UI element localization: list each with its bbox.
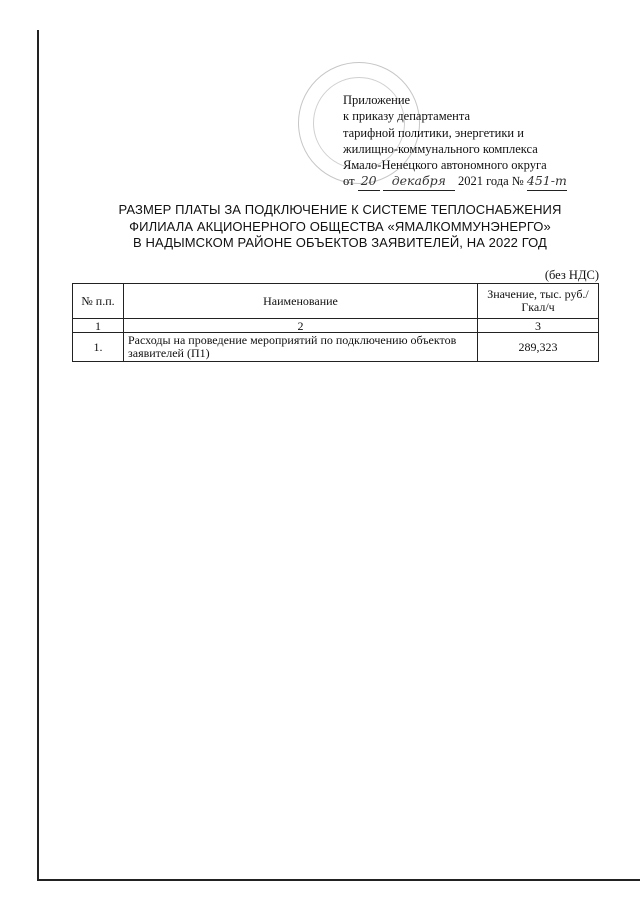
order-number: 451-т — [527, 173, 567, 190]
date-day: 20 — [358, 173, 380, 190]
page-bottom-edge — [37, 879, 640, 881]
appendix-line: тарифной политики, энергетики и — [343, 125, 524, 140]
header-number: № п.п. — [73, 284, 124, 319]
row-number: 1. — [73, 333, 124, 362]
title-line: В НАДЫМСКОМ РАЙОНЕ ОБЪЕКТОВ ЗАЯВИТЕЛЕЙ, НА 2022 ГОД — [133, 235, 547, 250]
header-value: Значение, тыс. руб./Гкал/ч — [478, 284, 599, 319]
appendix-line: Приложение — [343, 93, 411, 107]
column-number-row — [73, 319, 599, 333]
fee-table — [72, 283, 599, 362]
document-title — [60, 202, 620, 252]
date-year: 2021 года № — [457, 174, 524, 189]
column-number: 1 — [73, 319, 124, 333]
row-value: 289,323 — [478, 333, 599, 362]
date-prefix: от — [343, 174, 355, 189]
column-number: 2 — [124, 319, 478, 333]
title-line: РАЗМЕР ПЛАТЫ ЗА ПОДКЛЮЧЕНИЕ К СИСТЕМЕ ТЕПЛОСНАБЖЕНИЯ — [118, 202, 562, 217]
row-name: Расходы на проведение мероприятий по подключению объектов заявителей (П1) — [124, 333, 478, 362]
table-row — [73, 333, 599, 362]
header-name: Наименование — [124, 284, 478, 319]
title-line: ФИЛИАЛА АКЦИОНЕРНОГО ОБЩЕСТВА «ЯМАЛКОММУНЭНЕРГО» — [129, 218, 551, 234]
page-left-edge — [37, 30, 39, 880]
appendix-line: Ямало-Ненецкого автономного округа — [343, 158, 547, 173]
column-number: 3 — [478, 319, 599, 333]
appendix-header — [343, 92, 567, 191]
order-date-line — [343, 173, 567, 190]
date-month: декабря — [383, 173, 455, 190]
appendix-line: жилищно-коммунального комплекса — [343, 141, 538, 156]
appendix-line: к приказу департамента — [343, 109, 471, 124]
table-header-row — [73, 284, 599, 319]
vat-note: (без НДС) — [544, 268, 599, 282]
